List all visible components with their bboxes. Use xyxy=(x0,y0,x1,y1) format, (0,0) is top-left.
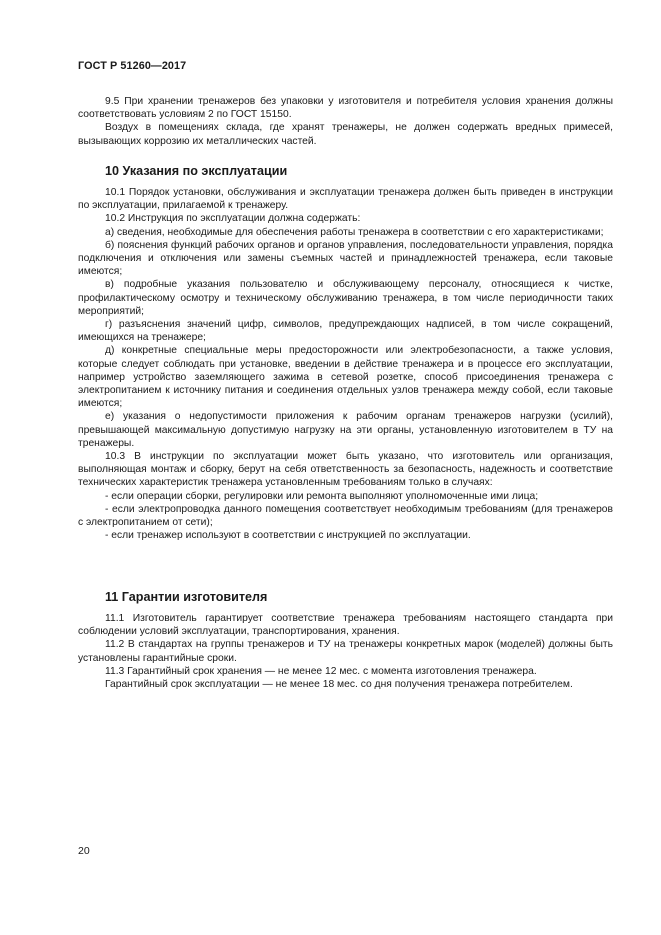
dash-item-3: - если тренажер используют в соответствии с инструкцией по эксплуатации. xyxy=(105,530,471,542)
list-item-v: в) подробные указания пользователю и обслуживающему персоналу, относящиеся к чистке, профилактическому осмотру и техническому обслуживанию тренажера, в том числе периодичности таких мероприятий; xyxy=(78,279,613,317)
section-9-continuation xyxy=(78,95,613,148)
list-item-a: а) сведения, необходимые для обеспечения работы тренажера в соответствии с его характеристиками; xyxy=(105,226,604,238)
paragraph-11-2: 11.2 В стандартах на группы тренажеров и ТУ на тренажеры конкретных марок (моделей) должны быть установлены гарантийные сроки. xyxy=(78,639,613,664)
paragraph-10-3: 10.3 В инструкции по эксплуатации может быть указано, что изготовитель или организация, выполняющая монтаж и сборку, берут на себя ответственность за безопасность, надежность и соответствие технических характеристик тренажера установленным требованиям только в случаях: xyxy=(78,451,613,489)
document-header: ГОСТ Р 51260—2017 xyxy=(78,60,187,72)
section-11-heading: 11 Гарантии изготовителя xyxy=(105,590,268,604)
list-item-b: б) пояснения функций рабочих органов и органов управления, последовательности управления, порядка подключения и отключения или замены съемных частей и принадлежностей тренажера, если таковые имеются; xyxy=(78,239,613,278)
paragraph-storage-air: Воздух в помещениях склада, где хранят тренажеры, не должен содержать вредных примесей, вызывающих коррозию их металлических частей. xyxy=(78,122,613,147)
list-item-g: г) разъяснения значений цифр, символов, предупреждающих надписей, в том числе сокращений, имеющихся на тренажере; xyxy=(78,319,613,344)
dash-item-1: - если операции сборки, регулировки или ремонта выполняют уполномоченные ими лица; xyxy=(105,490,539,502)
paragraph-10-2: 10.2 Инструкция по эксплуатации должна содержать: xyxy=(105,213,361,225)
list-item-e: е) указания о недопустимости приложения к рабочим органам тренажеров нагрузки (усилий), превышающей максимальную допустимую нагрузку на эти органы, установленную изготовителем в ТУ на тренажеры. xyxy=(78,411,613,449)
paragraph-11-1: 11.1 Изготовитель гарантирует соответствие тренажера требованиям настоящего стандарта при соблюдении условий эксплуатации, транспортирования, хранения. xyxy=(78,613,613,638)
paragraph-9-5: 9.5 При хранении тренажеров без упаковки у изготовителя и потребителя условия хранения должны соответствовать условиям 2 по ГОСТ 15150. xyxy=(78,96,613,121)
list-item-d: д) конкретные специальные меры предосторожности или электробезопасности, а также условия, которые следует соблюдать при установке, введении в действие тренажера и в процессе его эксплуатации, например устройство заземляющего зажима в сетевой розетке, способ присоединения тренажера с электропитанием к источнику питания и соединения отдельных узлов тренажера между собой, если таковые имеются; xyxy=(78,345,613,410)
section-10 xyxy=(78,164,613,542)
page-number: 20 xyxy=(78,845,90,857)
dash-item-2: - если электропроводка данного помещения соответствует необходимым требованиям (для тренажеров с электропитанием от сети); xyxy=(78,503,613,529)
paragraph-11-3-operation: Гарантийный срок эксплуатации — не менее 18 мес. со дня получения тренажера потребителем. xyxy=(105,679,573,691)
section-10-heading: 10 Указания по эксплуатации xyxy=(105,164,288,178)
paragraph-11-3: 11.3 Гарантийный срок хранения — не менее 12 мес. с момента изготовления тренажера. xyxy=(105,665,537,677)
section-11 xyxy=(78,590,613,691)
paragraph-10-1: 10.1 Порядок установки, обслуживания и эксплуатации тренажера должен быть приведен в инструкции по эксплуатации, прилагаемой к тренажеру. xyxy=(78,187,613,212)
